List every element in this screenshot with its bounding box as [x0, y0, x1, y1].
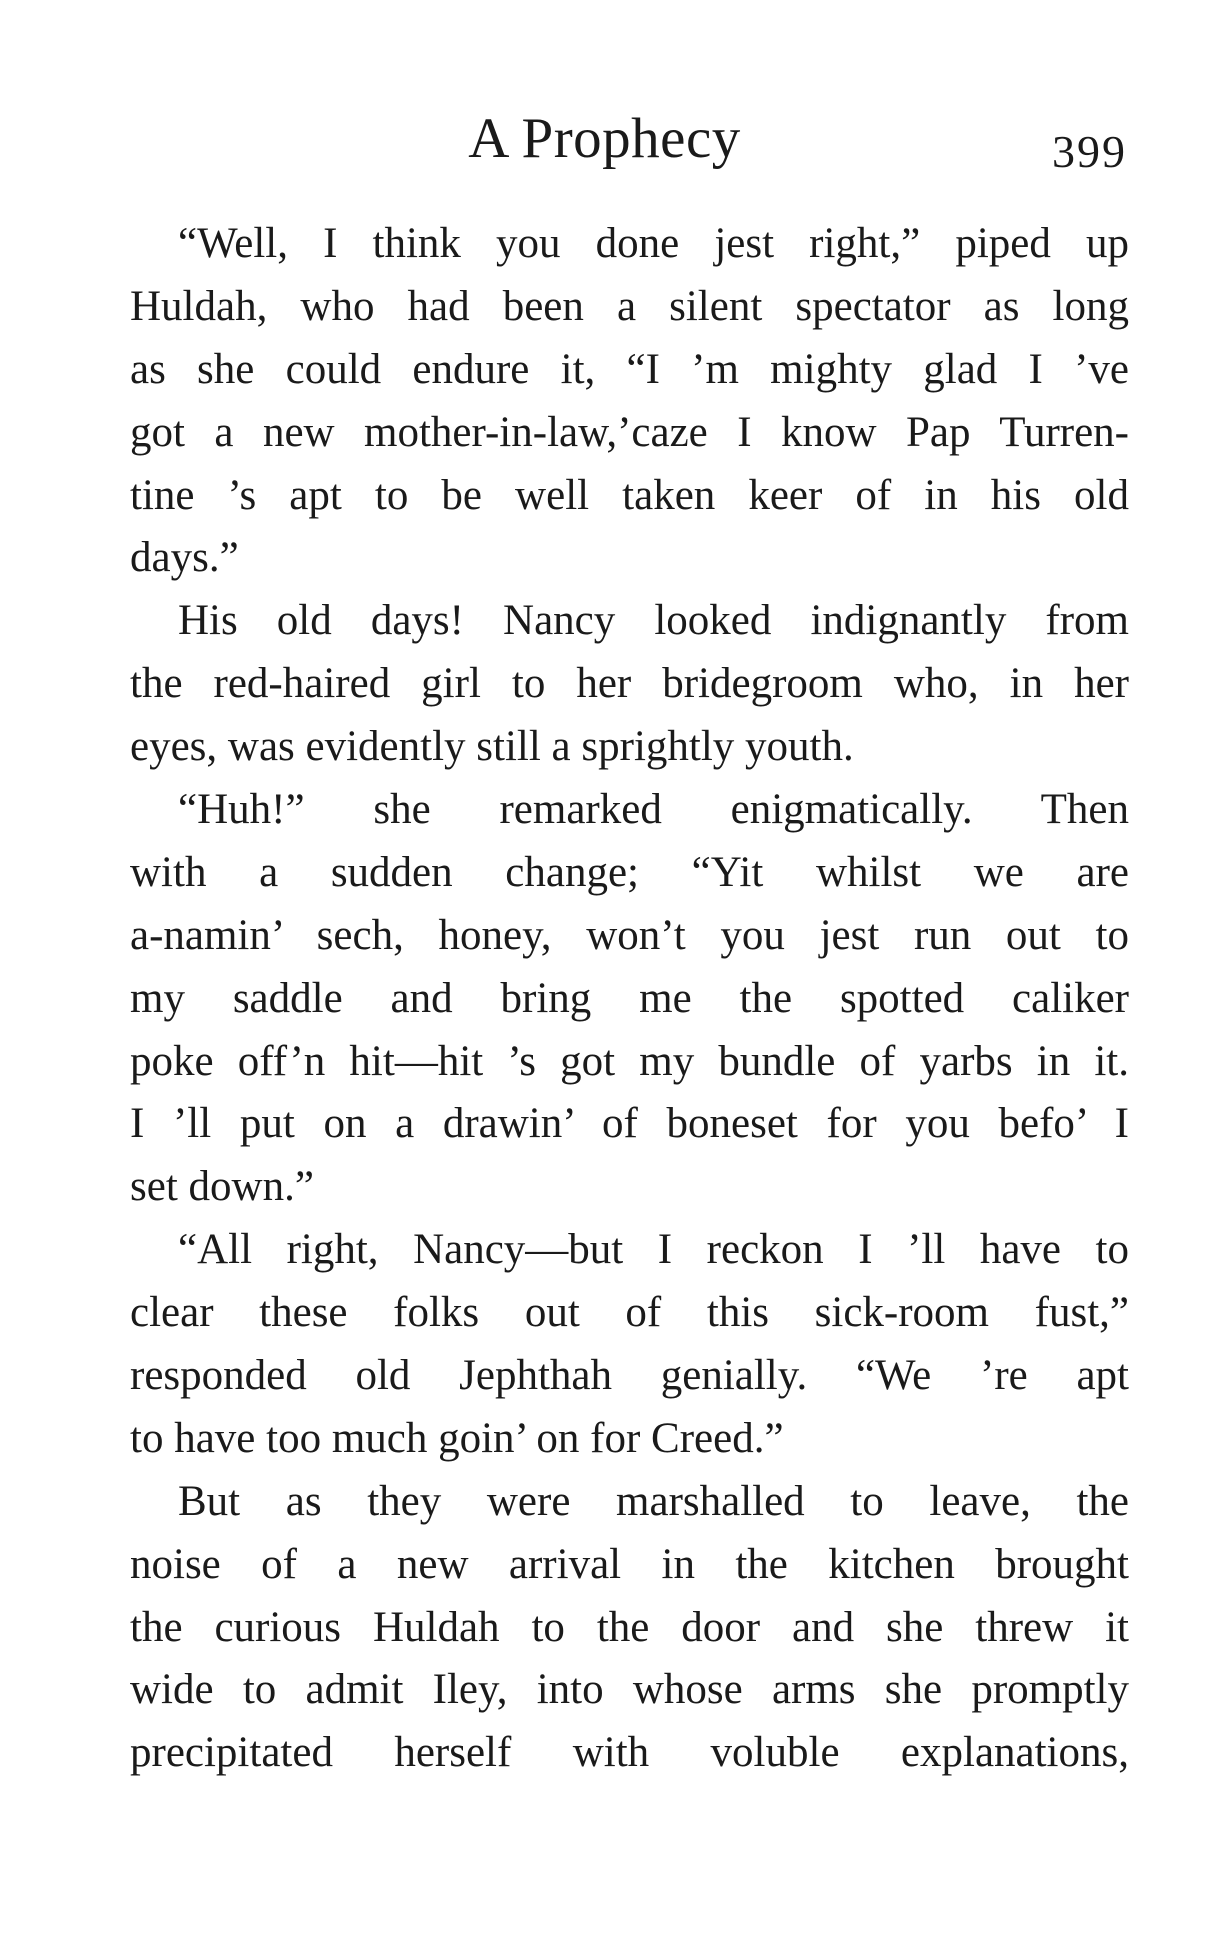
text-line: But as they were marshalled to leave, the [178, 1477, 1129, 1525]
text-line: poke off’n hit—hit ’s got my bundle of yarbs in it. [130, 1037, 1129, 1085]
text-line: Huldah, who had been a silent spectator as long [130, 282, 1129, 330]
text-line: responded old Jephthah genially. “We ’re apt [130, 1352, 1129, 1400]
text-line: His old days! Nancy looked indignantly from [178, 597, 1129, 645]
text-line: precipitated herself with voluble explanations, [130, 1729, 1129, 1777]
body-text [130, 213, 1129, 1785]
text-line: got a new mother-in-law,’caze I know Pap Turren- [130, 408, 1129, 456]
text-line: I ’ll put on a drawin’ of boneset for you befo’ I [130, 1100, 1129, 1148]
text-line: wide to admit Iley, into whose arms she promptly [130, 1666, 1129, 1714]
text-line: set down.” [130, 1163, 314, 1211]
running-title: A Prophecy [468, 107, 741, 170]
text-line: “Huh!” she remarked enigmatically. Then [178, 786, 1129, 834]
text-line: clear these folks out of this sick-room fust,” [130, 1289, 1129, 1337]
text-line: “All right, Nancy—but I reckon I ’ll have to [178, 1226, 1129, 1274]
page-number: 399 [1052, 126, 1127, 177]
text-line: a-namin’ sech, honey, won’t you jest run out to [130, 911, 1129, 959]
text-line: with a sudden change; “Yit whilst we are [130, 848, 1129, 896]
text-line: as she could endure it, “I ’m mighty glad I ’ve [130, 345, 1129, 393]
text-line: the curious Huldah to the door and she threw it [130, 1603, 1129, 1651]
text-line: noise of a new arrival in the kitchen brought [130, 1540, 1129, 1588]
text-line: tine ’s apt to be well taken keer of in his old [130, 471, 1129, 519]
text-line: my saddle and bring me the spotted caliker [130, 974, 1129, 1022]
text-line: “Well, I think you done jest right,” piped up [178, 220, 1129, 267]
text-line: the red-haired girl to her bridegroom who, in her [130, 660, 1129, 708]
text-line: eyes, was evidently still a sprightly youth. [130, 723, 854, 771]
text-line: days.” [130, 534, 239, 582]
text-line: to have too much goin’ on for Creed.” [130, 1414, 784, 1462]
